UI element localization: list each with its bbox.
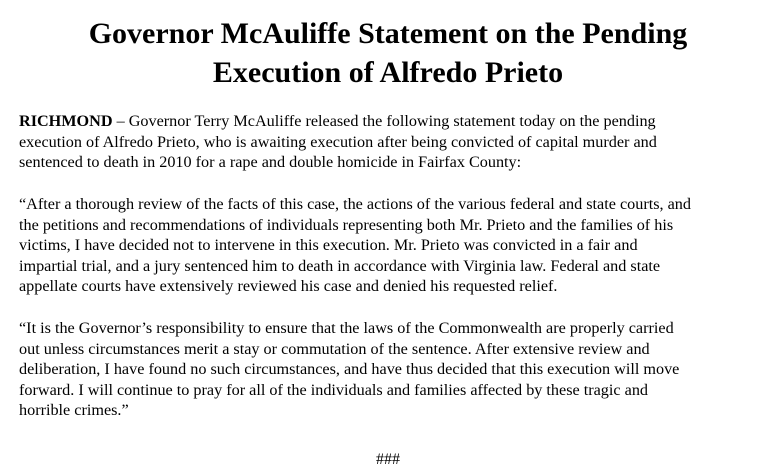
statement-paragraph-1 [19, 194, 764, 297]
statement-1-line-1: “After a thorough review of the facts of this case, the actions of the various federal and state courts, and [19, 195, 691, 213]
dateline: RICHMOND [19, 112, 113, 130]
statement-2-line-1: “It is the Governor’s responsibility to ensure that the laws of the Commonwealth are properly carried [19, 319, 674, 337]
title-line-2: Execution of Alfredo Prieto [212, 56, 564, 89]
page-title [0, 14, 776, 92]
statement-1-line-4: impartial trial, and a jury sentenced him to death in accordance with Virginia law. Federal and state [19, 256, 661, 275]
intro-line-2: execution of Alfredo Prieto, who is awaiting execution after being convicted of capital murder and [19, 132, 657, 151]
intro-line-1 [19, 111, 764, 132]
title-line-1: Governor McAuliffe Statement on the Pending [88, 17, 688, 50]
statement-2-line-2: out unless circumstances merit a stay or commutation of the sentence. After extensive review and [19, 339, 650, 358]
statement-1-line-2: the petitions and recommendations of individuals representing both Mr. Prieto and the families of his [19, 215, 674, 234]
statement-1-line-3: victims, I have decided not to intervene in this execution. Mr. Prieto was convicted in a fair and [19, 236, 638, 254]
intro-line-3: sentenced to death in 2010 for a rape and double homicide in Fairfax County: [19, 153, 522, 171]
intro-paragraph [19, 111, 764, 173]
statement-paragraph-2 [19, 318, 764, 421]
statement-2-line-5: horrible crimes.” [19, 401, 129, 419]
end-mark: ### [376, 451, 400, 468]
statement-1-line-5: appellate courts have extensively reviewed his case and denied his requested relief. [19, 277, 558, 295]
statement-2-line-4: forward. I will continue to pray for all of the individuals and families affected by these tragic and [19, 380, 649, 399]
statement-2-line-3: deliberation, I have found no such circumstances, and have thus decided that this execution will move [19, 360, 680, 378]
intro-line-1-text: – Governor Terry McAuliffe released the following statement today on the pending [112, 112, 656, 130]
